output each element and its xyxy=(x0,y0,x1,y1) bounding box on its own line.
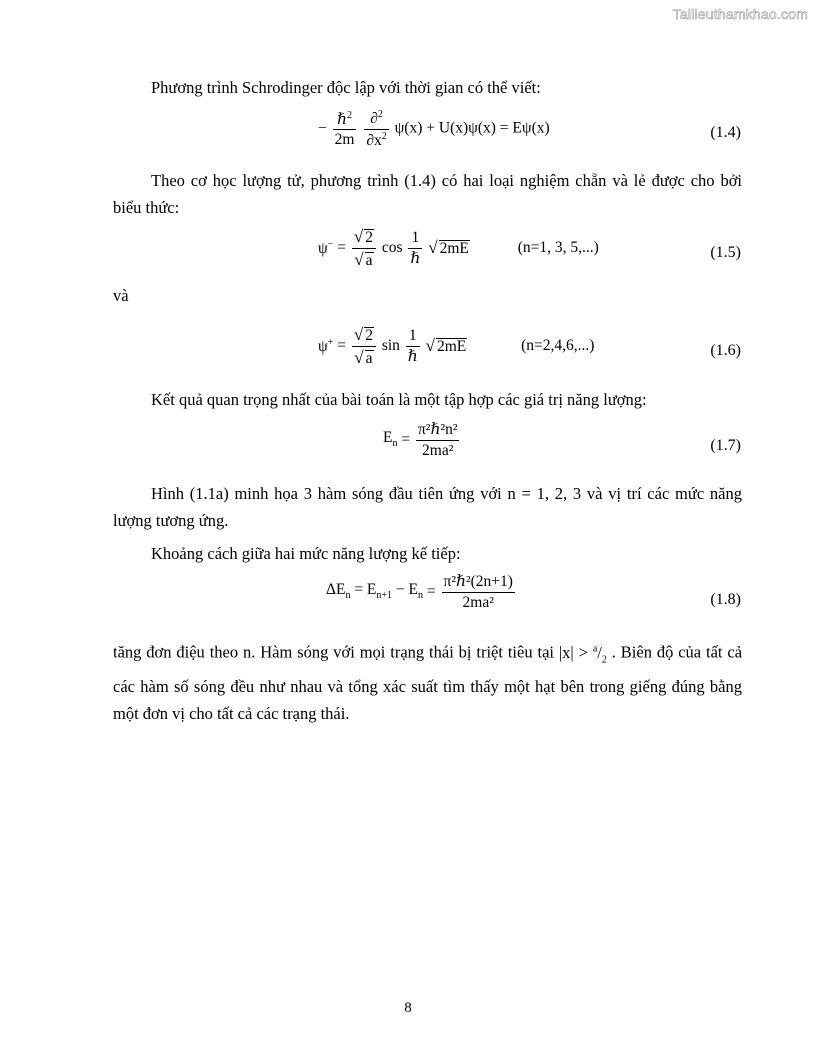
paragraph-figure-reference: Hình (1.1a) minh họa 3 hàm sóng đầu tiên ứng với n = 1, 2, 3 và vị trí các mức năng lượng tương ứng. xyxy=(113,484,742,530)
equation-1-7: $E_n$ = $\frac{\text{π²ℏ²n²}}{\text{2ma²}}$ xyxy=(383,421,458,459)
paragraph-and: và xyxy=(113,286,129,305)
equation-1-6: ψ+ = $\frac{√ 2}{√ a}$ sin $\frac{1}{\text{ℏ}}$ √ 2mE (n=2,4,6,...) xyxy=(318,325,595,367)
paragraph-level-spacing: Khoảng cách giữa hai mức năng lượng kế tiếp: xyxy=(151,544,461,563)
equation-number-1-4: (1.4) xyxy=(710,124,741,141)
watermark: Tailieuthamkhao.com xyxy=(672,6,808,22)
inline-math-boundary: $|x| > ^a/_2$ xyxy=(558,642,607,665)
paragraph-intro: Phương trình Schrodinger độc lập với thời gian có thể viết: xyxy=(151,78,541,97)
paragraph-amplitude: tăng đơn điệu theo n. Hàm sóng với mọi trạng thái bị triệt tiêu tại $|x| > ^a/_2$ . Biên độ của tất cả các hàm số sóng đều như nhau và tổng xác suất tìm thấy một hạt bên trong giếng đúng bằng một đơn vị cho tất cả các trạng thái. xyxy=(113,642,743,723)
equation-1-4: − $\frac{\hbar^2}{2m}$ $\frac{\partial^2}{\partial x^2}$ ψ(x) + U(x)ψ(x) = Eψ(x) xyxy=(318,109,550,149)
equation-number-1-6: (1.6) xyxy=(710,342,741,359)
paragraph-solutions: Theo cơ học lượng tử, phương trình (1.4) có hai loại nghiệm chẵn và lẻ được cho bởi biểu thức: xyxy=(113,171,742,217)
equation-number-1-7: (1.7) xyxy=(710,437,741,454)
page-number: 8 xyxy=(404,1000,412,1016)
equation-1-5: ψ− = $\frac{√ 2}{√ a}$ cos $\frac{1}{\text{ℏ}}$ √ 2mE (n=1, 3, 5,...) xyxy=(318,227,599,269)
equation-number-1-8: (1.8) xyxy=(710,591,741,608)
equation-number-1-5: (1.5) xyxy=(710,244,741,261)
paragraph-energy-levels: Kết quả quan trọng nhất của bài toán là một tập hợp các giá trị năng lượng: xyxy=(151,390,647,409)
equation-1-8: $\Delta E_n = E_{n+1} - E_n$ = $\frac{\text{π²ℏ²(2n+1)}}{\text{2ma²}}$ xyxy=(326,573,513,611)
